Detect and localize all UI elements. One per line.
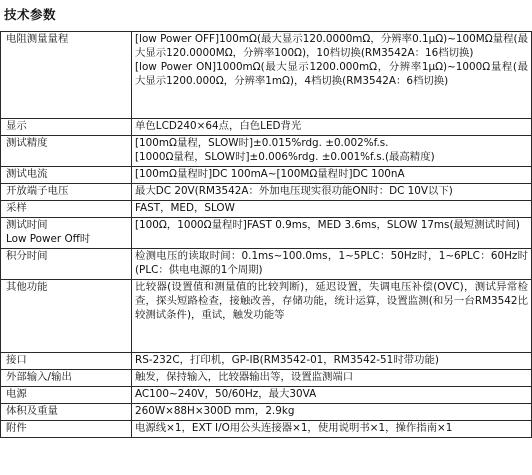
table-row <box>1 249 532 280</box>
table-row <box>1 184 532 201</box>
spec-value-cell <box>132 184 532 201</box>
spec-label-cell <box>1 370 132 387</box>
table-row <box>1 370 532 387</box>
spec-value-cell <box>132 353 532 370</box>
table-row <box>1 404 532 421</box>
spec-label-cell <box>1 404 132 421</box>
spec-label-cell <box>1 32 132 119</box>
spec-label: 其他功能 <box>6 281 48 293</box>
spec-value-cell <box>132 387 532 404</box>
spec-value-cell <box>132 167 532 184</box>
spec-value-cell <box>132 404 532 421</box>
spec-label: 积分时间 <box>6 250 48 262</box>
table-row <box>1 353 532 370</box>
table-row <box>1 280 532 353</box>
spec-value: [1000Ω量程，SLOW时]±0.006%rdg. ±0.001%f.s.(最高精度) <box>135 150 435 163</box>
spec-value: 最大DC 20V(RM3542A：外加电压现实很功能ON时：DC 10V以下) <box>135 185 453 197</box>
table-row <box>1 421 532 438</box>
spec-value: [low Power OFF]100mΩ(最大显示120.0000mΩ，分辨率0.1μΩ)~100MΩ量程(最大显示120.0000MΩ，分辨率100Ω)，10档切换(RM3542A：16档切换) <box>135 33 528 59</box>
spec-value: 单色LCD240×64点，白色LED背光 <box>135 120 302 132</box>
spec-label-cell <box>1 136 132 167</box>
spec-value-cell <box>132 218 532 249</box>
spec-label: 体积及重量 <box>6 405 58 417</box>
spec-label-cell <box>1 167 132 184</box>
spec-value-cell <box>132 370 532 387</box>
table-row <box>1 32 532 119</box>
spec-value-cell <box>132 201 532 218</box>
spec-label: 采样 <box>6 202 27 214</box>
spec-table <box>0 31 532 438</box>
spec-value: FAST，MED，SLOW <box>135 202 235 214</box>
spec-value: 比较器(设置值和测量值的比较判断)，延迟设置，失调电压补偿(OVC)，测试异常检查，探头短路检查，接触改善，存储功能，统计运算，设置监测(和另一台RM3542比较测试条件)，重试，触发功能等 <box>135 281 528 321</box>
spec-label: 接口 <box>6 354 27 366</box>
spec-value: AC100~240V，50/60Hz，最大30VA <box>135 388 317 400</box>
spec-table-body <box>1 32 532 438</box>
spec-label-cell <box>1 421 132 438</box>
spec-value-cell <box>132 32 532 119</box>
spec-value: 触发，保持输入，比较器输出等，设置监测端口 <box>135 371 354 383</box>
spec-label-cell <box>1 249 132 280</box>
spec-label: 开放端子电压 <box>6 185 69 197</box>
spec-value-cell <box>132 136 532 167</box>
spec-label-cell <box>1 280 132 353</box>
spec-label-cell <box>1 218 132 249</box>
spec-label-cell <box>1 353 132 370</box>
spec-value-cell <box>132 119 532 136</box>
table-row <box>1 119 532 136</box>
spec-value: 260W×88H×300D mm，2.9kg <box>135 405 295 417</box>
spec-label: 测试精度 <box>6 137 48 149</box>
spec-value: 检测电压的读取时间：0.1ms~100.0ms，1~5PLC：50Hz时，1~6PLC：60Hz时(PLC：供电电源的1个周期) <box>135 250 528 276</box>
spec-value-cell <box>132 249 532 280</box>
spec-label: 测试电流 <box>6 168 48 180</box>
table-row <box>1 201 532 218</box>
spec-value: [low Power ON]1000mΩ(最大显示1200.000mΩ，分辨率1μΩ)~1000Ω量程(最大显示1200.000Ω，分辨率1mΩ)，4档切换(RM3542A：6档切换) <box>135 60 528 87</box>
spec-label: 电阻测量量程 <box>6 33 69 45</box>
spec-value-cell <box>132 421 532 438</box>
section-title: 技术参数 <box>4 7 57 22</box>
spec-value: [100Ω，1000Ω量程时]FAST 0.9ms，MED 3.6ms，SLOW 17ms(最短测试时间) <box>135 219 520 231</box>
spec-value: RS-232C，打印机，GP-IB(RM3542-01，RM3542-51时带功能) <box>135 354 439 366</box>
table-row <box>1 167 532 184</box>
table-row <box>1 387 532 404</box>
spec-label-cell <box>1 184 132 201</box>
spec-label: Low Power Off时 <box>6 232 91 245</box>
spec-value-cell <box>132 280 532 353</box>
spec-value: [100mΩ量程，SLOW时]±0.015%rdg. ±0.002%f.s. <box>135 137 389 149</box>
table-row <box>1 136 532 167</box>
spec-label-cell <box>1 201 132 218</box>
spec-label: 电源 <box>6 388 27 400</box>
spec-label: 显示 <box>6 120 27 132</box>
spec-label-cell <box>1 387 132 404</box>
spec-value: 电源线×1，EXT I/O用公头连接器×1，使用说明书×1，操作指南×1 <box>135 422 453 434</box>
spec-label: 附件 <box>6 422 27 434</box>
table-row <box>1 218 532 249</box>
spec-label: 测试时间 <box>6 219 48 231</box>
spec-label: 外部输入/输出 <box>6 371 72 383</box>
spec-value: [100mΩ量程时]DC 100mA~[100MΩ量程时]DC 100nA <box>135 168 405 180</box>
spec-label-cell <box>1 119 132 136</box>
